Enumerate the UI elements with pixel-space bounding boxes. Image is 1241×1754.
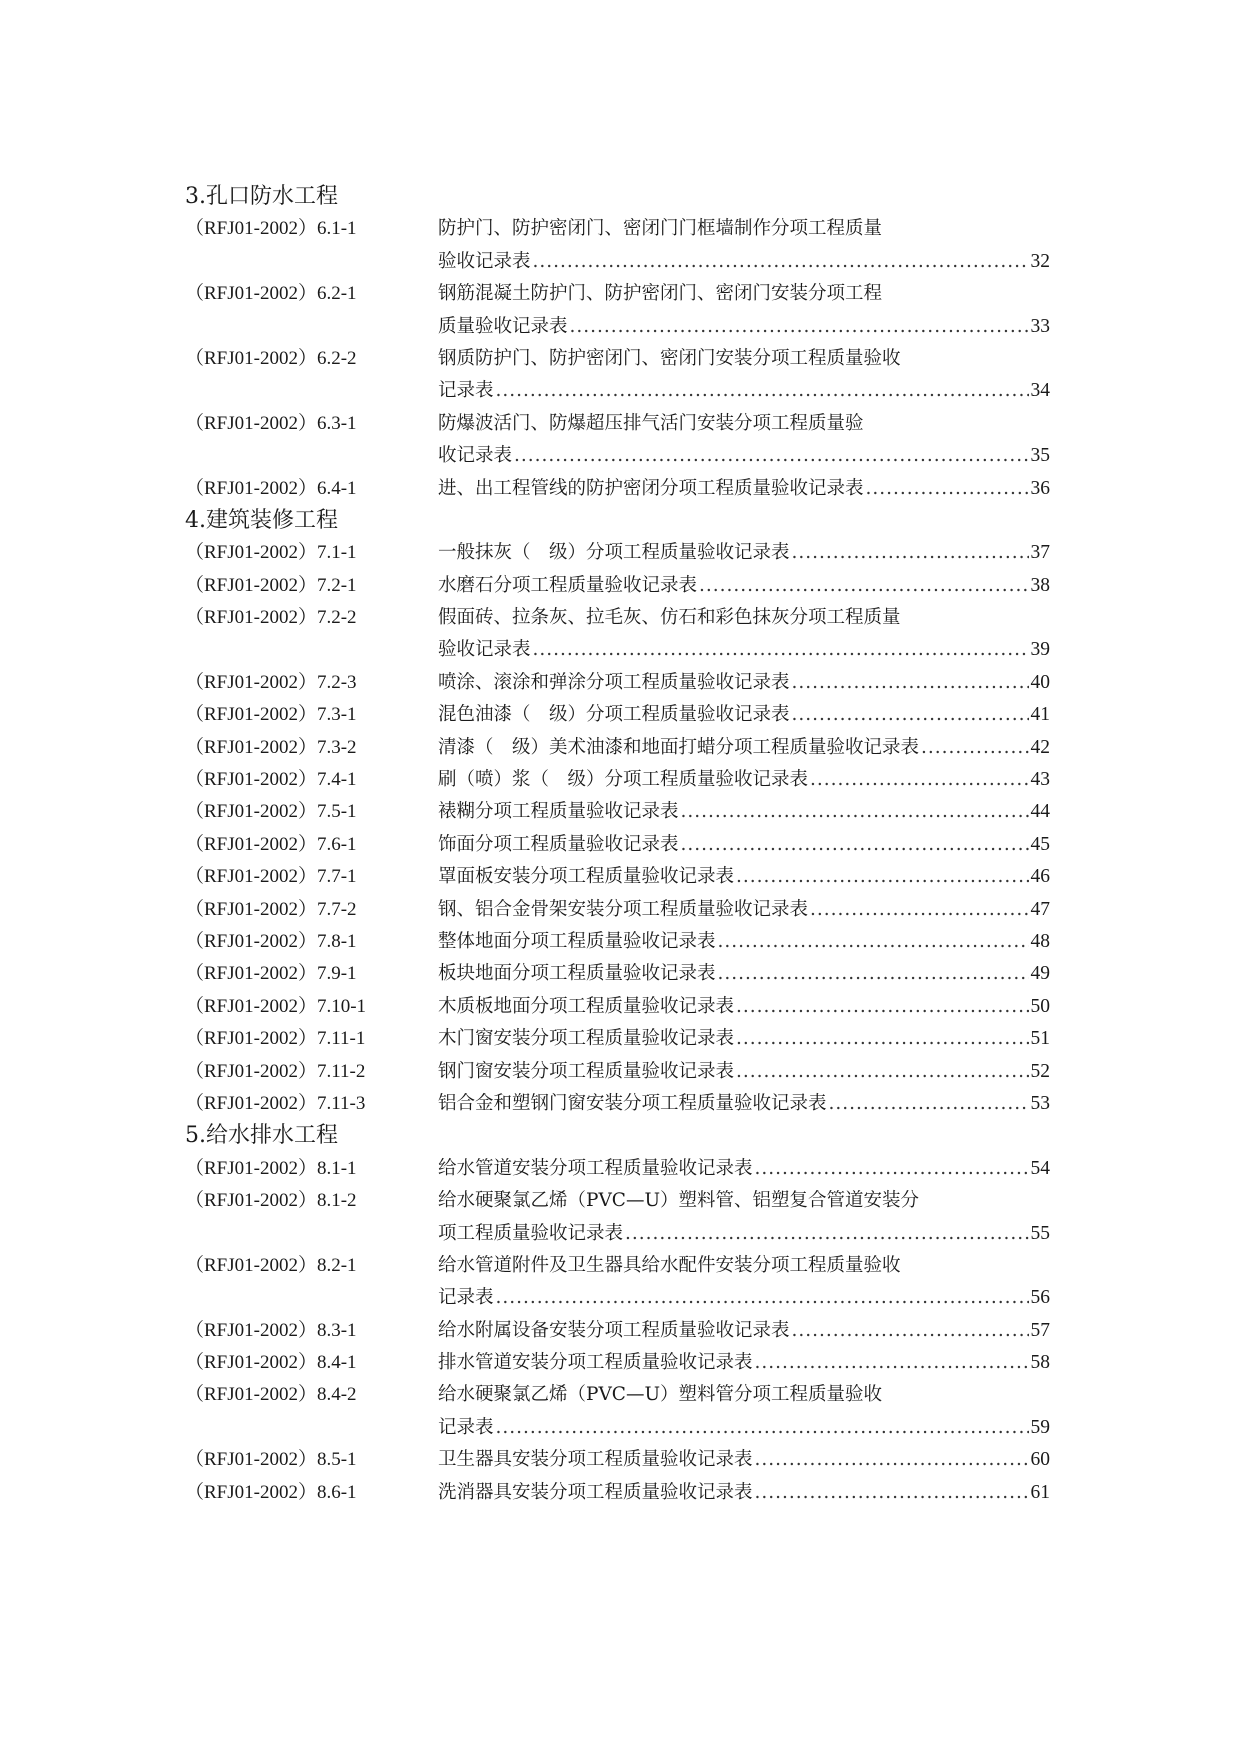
toc-entry[interactable] <box>185 958 1065 990</box>
entry-title: 收记录表 <box>438 445 513 467</box>
entry-title: 木门窗安装分项工程质量验收记录表 <box>438 1028 735 1050</box>
toc-entry[interactable] <box>185 408 1065 440</box>
entry-title: 卫生器具安装分项工程质量验收记录表 <box>438 1449 753 1471</box>
form-code: （RFJ01-2002）7.4-1 <box>185 769 357 791</box>
toc-entry[interactable] <box>185 311 1065 343</box>
entry-body <box>438 796 1050 828</box>
toc-entry[interactable] <box>185 732 1065 764</box>
page-number: 34 <box>1030 380 1050 402</box>
page-number: 38 <box>1030 574 1050 596</box>
entry-body <box>438 764 1050 796</box>
entry-body <box>438 440 1050 472</box>
entry-title: 防爆波活门、防爆超压排气活门安装分项工程质量验 <box>438 412 864 434</box>
entry-body <box>438 991 1050 1023</box>
toc-entry[interactable] <box>185 1477 1065 1509</box>
toc-entry[interactable] <box>185 570 1065 602</box>
page-number: 42 <box>1030 736 1050 758</box>
entry-title: 混色油漆（ 级）分项工程质量验收记录表 <box>438 704 790 726</box>
entry-body <box>438 246 1050 278</box>
form-code: （RFJ01-2002）7.7-1 <box>185 866 357 888</box>
entry-body <box>438 1185 1050 1217</box>
toc-entry[interactable] <box>185 764 1065 796</box>
entry-body <box>438 894 1050 926</box>
toc-entry[interactable] <box>185 991 1065 1023</box>
dot-leader <box>718 958 1029 990</box>
form-code: （RFJ01-2002）7.10-1 <box>185 995 367 1017</box>
entry-title: 饰面分项工程质量验收记录表 <box>438 833 679 855</box>
entry-title: 进、出工程管线的防护密闭分项工程质量验收记录表 <box>438 477 864 499</box>
form-code: （RFJ01-2002）7.2-1 <box>185 574 357 596</box>
entry-title: 水磨石分项工程质量验收记录表 <box>438 574 698 596</box>
entry-title: 钢、铝合金骨架安装分项工程质量验收记录表 <box>438 898 809 920</box>
toc-entry[interactable] <box>185 246 1065 278</box>
form-code: （RFJ01-2002）7.2-3 <box>185 671 357 693</box>
form-code: （RFJ01-2002）8.4-2 <box>185 1384 357 1406</box>
section-heading: 5.给水排水工程 <box>185 1123 338 1149</box>
form-code: （RFJ01-2002）8.6-1 <box>185 1481 357 1503</box>
table-of-contents <box>185 181 1065 1509</box>
form-code: （RFJ01-2002）7.2-2 <box>185 607 357 629</box>
page-number: 48 <box>1030 930 1050 952</box>
form-code: （RFJ01-2002）6.2-1 <box>185 283 357 305</box>
entry-body <box>438 1315 1050 1347</box>
entry-body <box>438 1056 1050 1088</box>
entry-title: 项工程质量验收记录表 <box>438 1222 624 1244</box>
entry-title: 给水硬聚氯乙烯（PVC—U）塑料管、铝塑复合管道安装分 <box>438 1190 920 1212</box>
page-number: 51 <box>1030 1028 1050 1050</box>
section-heading: 3.孔口防水工程 <box>185 184 338 209</box>
entry-title: 一般抹灰（ 级）分项工程质量验收记录表 <box>438 542 790 564</box>
entry-body <box>438 732 1050 764</box>
form-code: （RFJ01-2002）7.3-2 <box>185 736 357 758</box>
entry-title: 喷涂、滚涂和弹涂分项工程质量验收记录表 <box>438 671 790 693</box>
toc-entry[interactable] <box>185 537 1065 569</box>
toc-entry[interactable] <box>185 829 1065 861</box>
entry-body <box>438 1088 1050 1120</box>
dot-leader <box>533 246 1029 278</box>
form-code: （RFJ01-2002）8.5-1 <box>185 1449 357 1471</box>
toc-entry[interactable] <box>185 1315 1065 1347</box>
dot-leader <box>755 1153 1029 1185</box>
page-number: 45 <box>1030 833 1050 855</box>
toc-entry[interactable] <box>185 278 1065 310</box>
dot-leader <box>699 570 1028 602</box>
entry-title: 记录表 <box>438 1287 494 1309</box>
toc-entry[interactable] <box>185 1282 1065 1314</box>
dot-leader <box>496 1282 1029 1314</box>
dot-leader <box>514 440 1028 472</box>
entry-body <box>438 278 1050 310</box>
entry-title: 钢质防护门、防护密闭门、密闭门安装分项工程质量验收 <box>438 347 901 369</box>
page-number: 41 <box>1030 704 1050 726</box>
dot-leader <box>496 375 1029 407</box>
section-heading: 4.建筑装修工程 <box>185 507 338 533</box>
entry-body <box>438 213 1050 245</box>
toc-entry[interactable] <box>185 375 1065 407</box>
toc-entry[interactable] <box>185 213 1065 245</box>
entry-title: 罩面板安装分项工程质量验收记录表 <box>438 866 735 888</box>
toc-entry[interactable] <box>185 1023 1065 1055</box>
form-code: （RFJ01-2002）6.2-2 <box>185 347 357 369</box>
entry-body <box>438 311 1050 343</box>
entry-title: 洗消器具安装分项工程质量验收记录表 <box>438 1481 753 1503</box>
toc-entry[interactable] <box>185 1153 1065 1185</box>
page-number: 36 <box>1030 477 1050 499</box>
entry-title: 给水管道安装分项工程质量验收记录表 <box>438 1157 753 1179</box>
dot-leader <box>681 796 1029 828</box>
entry-title: 质量验收记录表 <box>438 315 568 337</box>
dot-leader <box>570 311 1029 343</box>
entry-title: 木质板地面分项工程质量验收记录表 <box>438 995 735 1017</box>
entry-title: 记录表 <box>438 1416 494 1438</box>
page-number: 55 <box>1030 1222 1050 1244</box>
page-number: 53 <box>1030 1092 1050 1114</box>
toc-entry[interactable] <box>185 796 1065 828</box>
entry-body <box>438 1379 1050 1411</box>
dot-leader <box>755 1347 1029 1379</box>
toc-entry[interactable] <box>185 1379 1065 1411</box>
entry-body <box>438 634 1050 666</box>
dot-leader <box>792 667 1029 699</box>
toc-entry[interactable] <box>185 1347 1065 1379</box>
toc-entry[interactable] <box>185 602 1065 634</box>
form-code: （RFJ01-2002）7.11-1 <box>185 1028 366 1050</box>
page-number: 52 <box>1030 1060 1050 1082</box>
entry-title: 板块地面分项工程质量验收记录表 <box>438 963 716 985</box>
form-code: （RFJ01-2002）7.5-1 <box>185 801 357 823</box>
entry-body <box>438 1023 1050 1055</box>
toc-entry[interactable] <box>185 1444 1065 1476</box>
entry-body <box>438 861 1050 893</box>
entry-body <box>438 1153 1050 1185</box>
toc-entry[interactable] <box>185 1056 1065 1088</box>
toc-entry[interactable] <box>185 1088 1065 1120</box>
toc-entry[interactable] <box>185 634 1065 666</box>
entry-title: 防护门、防护密闭门、密闭门门框墙制作分项工程质量 <box>438 218 883 240</box>
entry-body <box>438 537 1050 569</box>
page-number: 32 <box>1030 250 1050 272</box>
form-code: （RFJ01-2002）8.1-2 <box>185 1190 357 1212</box>
form-code: （RFJ01-2002）8.2-1 <box>185 1254 357 1276</box>
page-number: 54 <box>1030 1157 1050 1179</box>
entry-body <box>438 958 1050 990</box>
page-number: 39 <box>1030 639 1050 661</box>
entry-title: 给水附属设备安装分项工程质量验收记录表 <box>438 1319 790 1341</box>
toc-entry[interactable] <box>185 861 1065 893</box>
toc-entry[interactable] <box>185 699 1065 731</box>
entry-title: 给水硬聚氯乙烯（PVC—U）塑料管分项工程质量验收 <box>438 1384 883 1406</box>
form-code: （RFJ01-2002）6.4-1 <box>185 477 357 499</box>
entry-body <box>438 699 1050 731</box>
entry-body <box>438 408 1050 440</box>
entry-body <box>438 1282 1050 1314</box>
page-number: 50 <box>1030 995 1050 1017</box>
dot-leader <box>533 634 1029 666</box>
dot-leader <box>810 764 1028 796</box>
entry-body <box>438 1477 1050 1509</box>
dot-leader <box>810 894 1028 926</box>
page-number: 46 <box>1030 866 1050 888</box>
entry-title: 整体地面分项工程质量验收记录表 <box>438 930 716 952</box>
entry-body <box>438 1250 1050 1282</box>
dot-leader <box>625 1218 1028 1250</box>
entry-body <box>438 473 1050 505</box>
entry-title: 刷（喷）浆（ 级）分项工程质量验收记录表 <box>438 769 809 791</box>
entry-title: 验收记录表 <box>438 250 531 272</box>
page-number: 43 <box>1030 769 1050 791</box>
entry-title: 裱糊分项工程质量验收记录表 <box>438 801 679 823</box>
page-number: 61 <box>1030 1481 1050 1503</box>
form-code: （RFJ01-2002）7.11-3 <box>185 1092 366 1114</box>
form-code: （RFJ01-2002）6.3-1 <box>185 412 357 434</box>
form-code: （RFJ01-2002）8.4-1 <box>185 1352 357 1374</box>
form-code: （RFJ01-2002）7.11-2 <box>185 1060 366 1082</box>
entry-body <box>438 667 1050 699</box>
page-number: 37 <box>1030 542 1050 564</box>
form-code: （RFJ01-2002）7.8-1 <box>185 930 357 952</box>
dot-leader <box>792 1315 1029 1347</box>
page-number: 47 <box>1030 898 1050 920</box>
page-number: 44 <box>1030 801 1050 823</box>
dot-leader <box>829 1088 1029 1120</box>
toc-entry[interactable] <box>185 1185 1065 1217</box>
toc-entry[interactable] <box>185 667 1065 699</box>
entry-title: 清漆（ 级）美术油漆和地面打蜡分项工程质量验收记录表 <box>438 736 920 758</box>
dot-leader <box>736 991 1028 1023</box>
toc-entry[interactable] <box>185 473 1065 505</box>
dot-leader <box>755 1444 1029 1476</box>
entry-title: 钢门窗安装分项工程质量验收记录表 <box>438 1060 735 1082</box>
entry-title: 验收记录表 <box>438 639 531 661</box>
dot-leader <box>718 926 1029 958</box>
page-number: 49 <box>1030 963 1050 985</box>
entry-title: 记录表 <box>438 380 494 402</box>
entry-body <box>438 375 1050 407</box>
dot-leader <box>755 1477 1029 1509</box>
page-number: 33 <box>1030 315 1050 337</box>
entry-title: 排水管道安装分项工程质量验收记录表 <box>438 1352 753 1374</box>
entry-body <box>438 1218 1050 1250</box>
entry-title: 铝合金和塑钢门窗安装分项工程质量验收记录表 <box>438 1092 827 1114</box>
entry-body <box>438 829 1050 861</box>
form-code: （RFJ01-2002）7.9-1 <box>185 963 357 985</box>
dot-leader <box>736 861 1028 893</box>
toc-entry[interactable] <box>185 343 1065 375</box>
entry-body <box>438 602 1050 634</box>
entry-body <box>438 926 1050 958</box>
form-code: （RFJ01-2002）7.6-1 <box>185 833 357 855</box>
page-number: 59 <box>1030 1416 1050 1438</box>
page-number: 57 <box>1030 1319 1050 1341</box>
page-number: 60 <box>1030 1449 1050 1471</box>
dot-leader <box>681 829 1029 861</box>
entry-title: 钢筋混凝土防护门、防护密闭门、密闭门安装分项工程 <box>438 283 883 305</box>
toc-entry[interactable] <box>185 1218 1065 1250</box>
toc-entry[interactable] <box>185 1412 1065 1444</box>
form-code: （RFJ01-2002）6.1-1 <box>185 218 357 240</box>
dot-leader <box>792 537 1029 569</box>
page-number: 56 <box>1030 1287 1050 1309</box>
form-code: （RFJ01-2002）7.1-1 <box>185 542 357 564</box>
page-number: 58 <box>1030 1352 1050 1374</box>
dot-leader <box>736 1056 1028 1088</box>
form-code: （RFJ01-2002）7.7-2 <box>185 898 357 920</box>
dot-leader <box>792 699 1029 731</box>
entry-body <box>438 570 1050 602</box>
dot-leader <box>866 473 1029 505</box>
toc-entry[interactable] <box>185 1250 1065 1282</box>
form-code: （RFJ01-2002）8.3-1 <box>185 1319 357 1341</box>
entry-title: 给水管道附件及卫生器具给水配件安装分项工程质量验收 <box>438 1254 901 1276</box>
dot-leader <box>496 1412 1029 1444</box>
page-number: 40 <box>1030 671 1050 693</box>
toc-entry[interactable] <box>185 926 1065 958</box>
entry-title: 假面砖、拉条灰、拉毛灰、仿石和彩色抹灰分项工程质量 <box>438 607 901 629</box>
form-code: （RFJ01-2002）7.3-1 <box>185 704 357 726</box>
entry-body <box>438 1444 1050 1476</box>
entry-body <box>438 1412 1050 1444</box>
toc-entry[interactable] <box>185 894 1065 926</box>
dot-leader <box>921 732 1028 764</box>
form-code: （RFJ01-2002）8.1-1 <box>185 1157 357 1179</box>
entry-body <box>438 343 1050 375</box>
toc-entry[interactable] <box>185 440 1065 472</box>
page-number: 35 <box>1030 445 1050 467</box>
entry-body <box>438 1347 1050 1379</box>
dot-leader <box>736 1023 1028 1055</box>
